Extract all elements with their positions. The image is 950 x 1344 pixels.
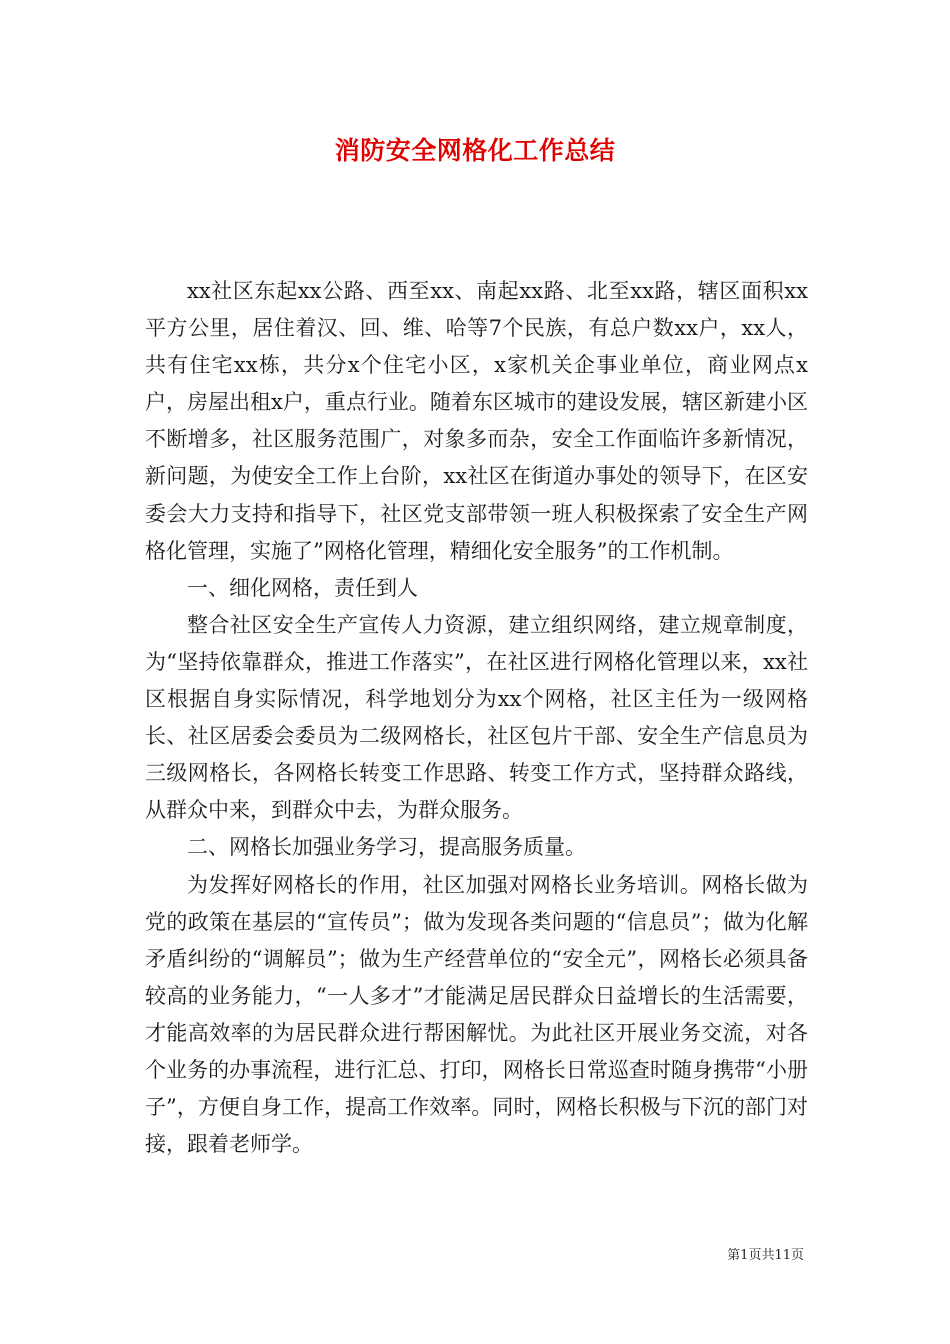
document-title: 消防安全网格化工作总结 [334, 136, 616, 165]
page-number-footer: 第1页共11页 [727, 1248, 804, 1263]
paragraph-intro: xx社区东起xx公路、西至xx、南起xx路、北至xx路，辖区面积xx平方公里，居住着汉、回、维、哈等7个民族，有总户数xx户，xx人，共有住宅xx栋，共分x个住宅小区，x家机关企事业单位，商业网点x户，房屋出租x户，重点行业。随着东区城市的建设发展，辖区新建小区不断增多，社区服务范围广，对象多而杂，安全工作面临许多新情况，新问题，为使安全工作上台阶，xx社区在街道办事处的领导下，在区安委会大力支持和指导下，社区党支部带领一班人积极探索了安全生产网格化管理，实施了”网格化管理，精细化安全服务”的工作机制。 [145, 279, 808, 563]
section-heading-2: 二、网格长加强业务学习，提高服务质量。 [187, 835, 586, 860]
document-body [145, 273, 808, 1163]
paragraph-section-1: 整合社区安全生产宣传人力资源，建立组织网络，建立规章制度，为“坚持依靠群众，推进工作落实”，在社区进行网格化管理以来，xx社区根据自身实际情况，科学地划分为xx个网格，社区主任为一级网格长、社区居委会委员为二级网格长，社区包片干部、安全生产信息员为三级网格长，各网格长转变工作思路、转变工作方式，坚持群众路线，从群众中来，到群众中去，为群众服务。 [145, 612, 808, 823]
section-heading-1: 一、细化网格，责任到人 [187, 575, 418, 600]
paragraph-section-2: 为发挥好网格长的作用，社区加强对网格长业务培训。网格长做为党的政策在基层的“宣传员”；做为发现各类问题的“信息员”；做为化解矛盾纠纷的“调解员”；做为生产经营单位的“安全元”，网格长必须具备较高的业务能力，“一人多才”才能满足居民群众日益增长的生活需要，才能高效率的为居民群众进行帮困解忧。为此社区开展业务交流，对各个业务的办事流程，进行汇总、打印，网格长日常巡查时随身携带“小册子”，方便自身工作，提高工作效率。同时，网格长积极与下沉的部门对接，跟着老师学。 [145, 872, 808, 1157]
